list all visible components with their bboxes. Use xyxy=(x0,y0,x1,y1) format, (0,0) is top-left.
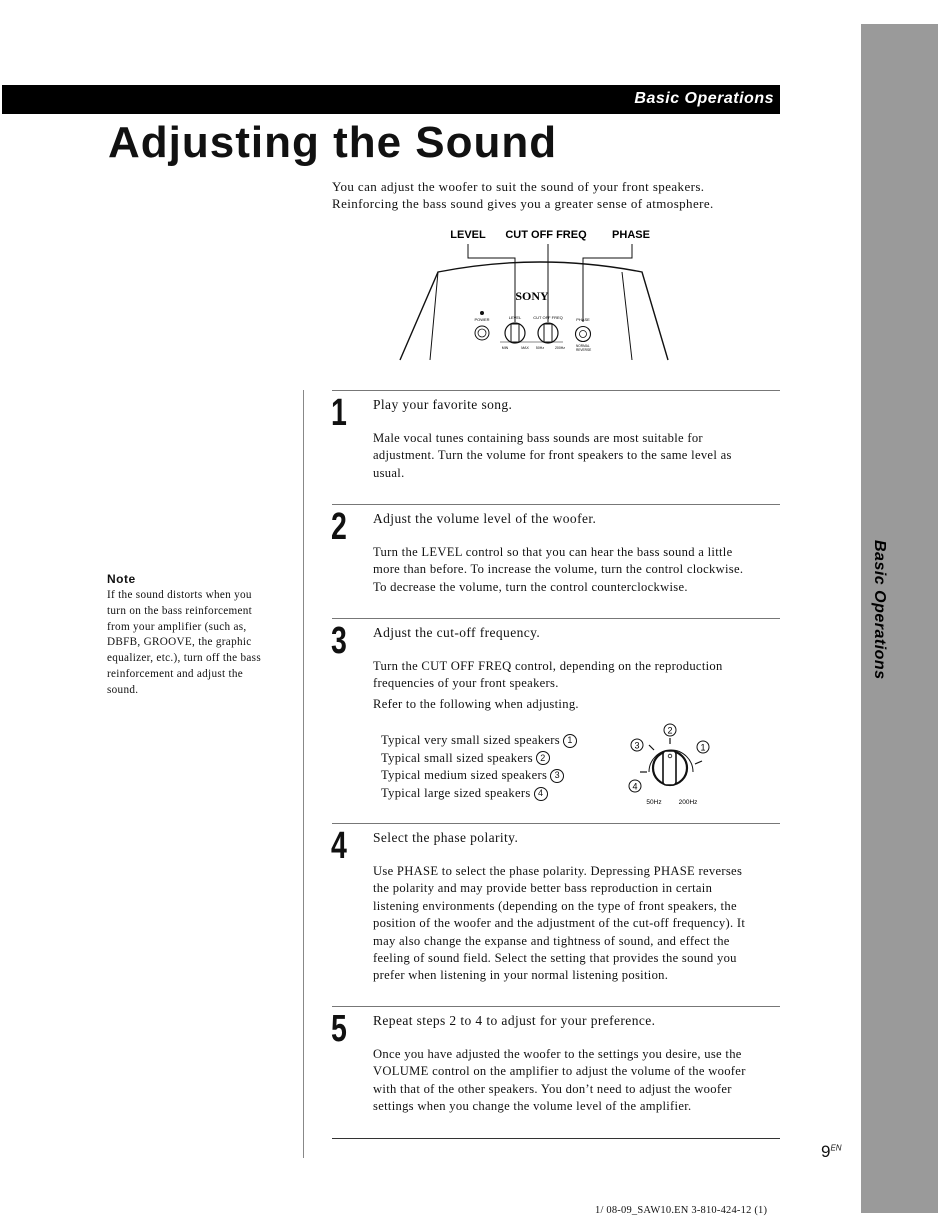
speaker-size-label: Typical large sized speakers xyxy=(381,785,531,800)
step-body-line: the polarity and may provide better bass reproduction in certain xyxy=(373,881,713,896)
step-body xyxy=(373,1046,778,1116)
intro-line: You can adjust the woofer to suit the sound of your front speakers. xyxy=(332,179,705,194)
circled-number: 1 xyxy=(563,734,577,748)
intro-text xyxy=(332,178,772,212)
step-body-line: usual. xyxy=(373,465,405,480)
level-min-label: MIN xyxy=(501,346,509,350)
step-body-line: settings when you change the volume level of the amplifier. xyxy=(373,1099,692,1114)
step-body-line: with that of the other speakers. You don’t need to adjust the woofer xyxy=(373,1081,732,1096)
step-divider xyxy=(332,390,780,391)
step-body-line: adjustment. Turn the volume for front speakers to the same level as xyxy=(373,448,732,463)
knob-mark-2: 2 xyxy=(667,725,673,736)
woofer-control-panel-diagram xyxy=(390,222,680,364)
list-item xyxy=(381,767,577,785)
step-divider xyxy=(332,504,780,505)
phase-normal-label: NORMAL xyxy=(576,344,590,348)
step-body xyxy=(373,863,778,985)
step-body-line: feeling of sound field. Select the setting that provides the sound you xyxy=(373,951,737,966)
page-number xyxy=(821,1142,842,1162)
page-title: Adjusting the Sound xyxy=(108,118,558,167)
step-body-line: Turn the CUT OFF FREQ control, depending on the reproduction xyxy=(373,659,723,673)
knob-mark-1: 1 xyxy=(700,742,706,753)
diagram-label-level: LEVEL xyxy=(450,229,486,241)
list-item xyxy=(381,785,577,803)
step-number: 5 xyxy=(331,1008,347,1050)
step-body-line: may also change the expanse and tightness of sound, and effect the xyxy=(373,933,730,948)
step-divider xyxy=(332,1138,780,1139)
section-header-bar xyxy=(2,85,780,114)
note-line: turn on the bass reinforcement xyxy=(107,604,253,617)
step-heading: Repeat steps 2 to 4 to adjust for your preference. xyxy=(373,1013,656,1028)
phase-button-illustration xyxy=(576,327,591,342)
level-panel-label: LEVEL xyxy=(508,315,522,320)
circled-number: 3 xyxy=(550,769,564,783)
step-divider xyxy=(332,1006,780,1007)
step-body xyxy=(373,658,778,713)
knob-max-label: 200Hz xyxy=(678,799,698,806)
step-body-line: Turn the LEVEL control so that you can hear the bass sound a little xyxy=(373,545,733,559)
step-body-line: To decrease the volume, turn the control counterclockwise. xyxy=(373,579,688,594)
power-button-illustration xyxy=(475,326,489,340)
step-number: 1 xyxy=(331,392,347,434)
step-body xyxy=(373,544,778,596)
circled-number: 2 xyxy=(536,751,550,765)
power-label: POWER xyxy=(474,317,490,322)
step-body-line: Male vocal tunes containing bass sounds are most suitable for xyxy=(373,431,703,445)
column-divider xyxy=(303,390,304,1158)
knob-mark-3: 3 xyxy=(634,740,640,751)
step-body-line: Refer to the following when adjusting. xyxy=(373,696,579,711)
step-body-line: Once you have adjusted the woofer to the settings you desire, use the xyxy=(373,1047,742,1061)
level-knob-illustration xyxy=(505,323,525,343)
note-line: sound. xyxy=(107,683,139,696)
step-number: 3 xyxy=(331,620,347,662)
step-heading: Adjust the volume level of the woofer. xyxy=(373,511,597,526)
note-line: from your amplifier (such as, xyxy=(107,620,247,633)
step-body-line: frequencies of your front speakers. xyxy=(373,676,559,691)
note-line: If the sound distorts when you xyxy=(107,589,252,601)
note-body xyxy=(107,588,282,699)
page-number-value: 9 xyxy=(821,1142,831,1161)
cutoff-panel-label: CUT OFF FREQ xyxy=(533,315,563,320)
step-divider xyxy=(332,823,780,824)
speaker-size-label: Typical medium sized speakers xyxy=(381,768,548,783)
cutoff-max-label: 200Hz xyxy=(554,346,566,350)
step-body-line: more than before. To increase the volume, turn the control clockwise. xyxy=(373,562,744,577)
list-item xyxy=(381,750,577,768)
step-heading: Adjust the cut-off frequency. xyxy=(373,625,541,640)
step-divider xyxy=(332,618,780,619)
note-line: reinforcement and adjust the xyxy=(107,667,244,680)
step-number: 4 xyxy=(331,825,347,867)
step-body-line: VOLUME control on the amplifier to adjust the volume of the woofer xyxy=(373,1064,746,1079)
level-max-label: MAX xyxy=(521,346,529,350)
knob-mark-4: 4 xyxy=(632,781,638,792)
note-line: equalizer, etc.), turn off the bass xyxy=(107,652,261,665)
phase-reverse-label: REVERSE xyxy=(576,348,592,352)
speaker-size-list xyxy=(381,732,577,802)
side-tab-label: Basic Operations xyxy=(871,540,888,680)
step-number: 2 xyxy=(331,506,347,548)
step-body xyxy=(373,430,778,482)
step-heading: Play your favorite song. xyxy=(373,397,513,412)
section-header-text: Basic Operations xyxy=(634,90,774,107)
cutoff-min-label: 50Hz xyxy=(535,346,545,350)
knob-min-label: 50Hz xyxy=(646,799,662,806)
step-heading: Select the phase polarity. xyxy=(373,830,519,845)
page-number-suffix: EN xyxy=(830,1143,842,1153)
speaker-size-label: Typical small sized speakers xyxy=(381,750,533,765)
step-body-line: listening environments (depending on the type of front speakers, the xyxy=(373,898,737,913)
diagram-label-cutoff: CUT OFF FREQ xyxy=(505,229,587,241)
step-body-line: prefer when listening in your normal listening position. xyxy=(373,968,669,983)
cutoff-knob-detail-diagram xyxy=(622,720,722,810)
intro-line: Reinforcing the bass sound gives you a greater sense of atmosphere. xyxy=(332,196,714,211)
step-body-line: position of the woofer and the adjustment of the cut-off frequency). It xyxy=(373,916,746,931)
phase-panel-label: PHASE xyxy=(576,317,590,322)
circled-number: 4 xyxy=(534,787,548,801)
note-line: DBFB, GROOVE, the graphic xyxy=(107,636,252,649)
brand-logo: SONY xyxy=(515,289,549,303)
list-item xyxy=(381,732,577,750)
print-footer: 1/ 08-09_SAW10.EN 3-810-424-12 (1) xyxy=(595,1205,768,1216)
diagram-label-phase: PHASE xyxy=(612,229,650,241)
step-body-line: Use PHASE to select the phase polarity. Depressing PHASE reverses xyxy=(373,864,743,878)
speaker-size-label: Typical very small sized speakers xyxy=(381,733,560,747)
cutoff-knob-illustration xyxy=(538,323,558,343)
note-title: Note xyxy=(107,572,136,586)
